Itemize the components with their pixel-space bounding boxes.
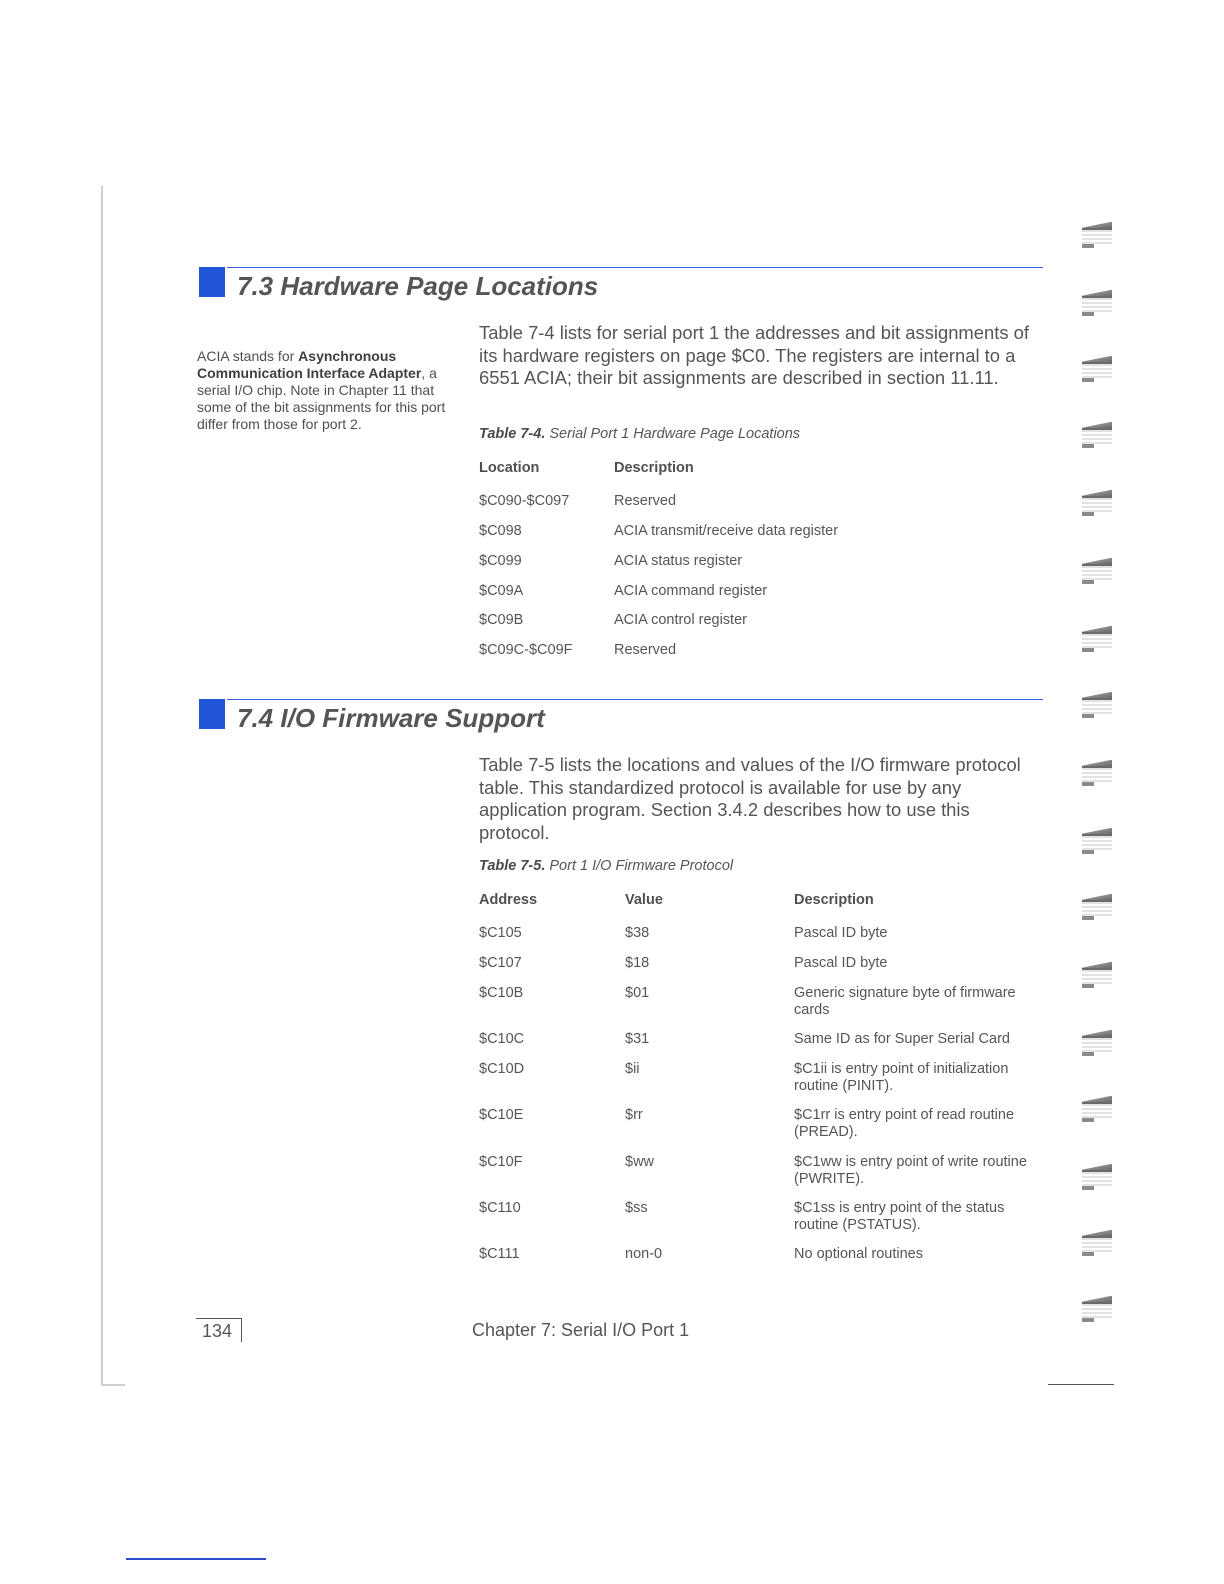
section-marker-block — [199, 699, 225, 729]
table-cell-description: $C1ww is entry point of write routine (PWRITE). — [794, 1154, 1027, 1187]
table-cell-description: ACIA transmit/receive data register — [614, 523, 839, 539]
index-tab — [1078, 760, 1114, 790]
table-cell-location: $C099 — [479, 553, 522, 569]
index-tab — [1078, 356, 1114, 386]
table-cell-value: $01 — [625, 985, 650, 1001]
section-heading-7-4 — [197, 699, 1043, 739]
scan-artifact-rule — [126, 1558, 266, 1560]
binding-edge-foot — [101, 1384, 125, 1386]
table-cell-address: $C110 — [479, 1200, 521, 1216]
table-cell-description: Pascal ID byte — [794, 925, 888, 941]
margin-note-suffix: , a serial I/O chip. Note in Chapter 11 that some of the bit assignments for this port differ from those for port 2. — [197, 365, 446, 432]
index-tab — [1078, 1230, 1114, 1260]
table-cell-value: non-0 — [625, 1246, 663, 1262]
margin-note — [197, 348, 457, 433]
table-cell-description: No optional routines — [794, 1246, 923, 1262]
table-cell-value: $rr — [625, 1107, 643, 1123]
body-paragraph-7-4: Table 7-5 lists the locations and values of the I/O firmware protocol table. This standardized protocol is available for use by any application program. Section 3.4.2 describes how to use this protocol. — [479, 754, 1021, 843]
table-caption-7-4 — [479, 426, 800, 442]
section-marker-block — [199, 267, 225, 297]
table-cell-location: $C090-$C097 — [479, 493, 570, 509]
margin-note-term: Asynchronous Communication Interface Adapter — [197, 348, 422, 381]
table-cell-value: $18 — [625, 955, 650, 971]
table-cell-description: Same ID as for Super Serial Card — [794, 1031, 1010, 1047]
table-cell-address: $C10C — [479, 1031, 525, 1047]
column-header-description: Description — [794, 892, 874, 908]
index-tab — [1078, 1296, 1114, 1326]
index-tab-strip — [1078, 222, 1118, 1342]
section-heading-7-3 — [197, 267, 1043, 307]
table-cell-description: $C1ii is entry point of initialization routine (PINIT). — [794, 1061, 1009, 1094]
index-tab — [1078, 290, 1114, 320]
table-cell-description: ACIA status register — [614, 553, 743, 569]
index-tab — [1078, 422, 1114, 452]
binding-edge — [101, 186, 103, 1386]
index-tab — [1078, 1096, 1114, 1126]
column-header-description: Description — [614, 460, 694, 476]
column-header-location: Location — [479, 460, 540, 476]
table-cell-value: $31 — [625, 1031, 650, 1047]
table-cell-address: $C10B — [479, 985, 524, 1001]
table-cell-location: $C09C-$C09F — [479, 642, 573, 658]
table-cell-description: Pascal ID byte — [794, 955, 888, 971]
section-title: 7.3 Hardware Page Locations — [237, 271, 599, 301]
table-cell-address: $C111 — [479, 1246, 520, 1262]
table-cell-address: $C105 — [479, 925, 522, 941]
index-tab — [1078, 962, 1114, 992]
page-bottom-rule — [1048, 1384, 1114, 1385]
table-cell-address: $C10E — [479, 1107, 524, 1123]
table-cell-location: $C098 — [479, 523, 522, 539]
table-cell-description: Reserved — [614, 493, 677, 509]
table-cell-description: Reserved — [614, 642, 677, 658]
table-cell-description: ACIA control register — [614, 612, 747, 628]
caption-text: Serial Port 1 Hardware Page Locations — [549, 426, 801, 442]
table-cell-description: $C1ss is entry point of the status routine (PSTATUS). — [794, 1200, 1005, 1233]
caption-label: Table 7-4. — [479, 426, 546, 442]
section-title: 7.4 I/O Firmware Support — [237, 703, 545, 733]
caption-text: Port 1 I/O Firmware Protocol — [549, 858, 734, 874]
table-cell-description: $C1rr is entry point of read routine (PREAD). — [794, 1107, 1015, 1140]
table-caption-7-5 — [479, 858, 733, 874]
column-header-address: Address — [479, 892, 538, 908]
table-cell-description: Generic signature byte of firmware cards — [794, 985, 1016, 1018]
index-tab — [1078, 1030, 1114, 1060]
table-cell-value: $ss — [625, 1200, 648, 1216]
table-cell-location: $C09B — [479, 612, 524, 628]
table-cell-address: $C10F — [479, 1154, 523, 1170]
index-tab — [1078, 828, 1114, 858]
column-header-value: Value — [625, 892, 663, 908]
table-cell-address: $C10D — [479, 1061, 525, 1077]
index-tab — [1078, 558, 1114, 588]
page-number: 134 — [196, 1318, 242, 1342]
body-paragraph-7-3: Table 7-4 lists for serial port 1 the addresses and bit assignments of its hardware registers on page $C0. The registers are internal to a 6551 ACIA; their bit assignments are described in section 11.11. — [479, 322, 1029, 388]
section-rule — [227, 267, 1043, 268]
index-tab — [1078, 692, 1114, 722]
table-cell-location: $C09A — [479, 583, 524, 599]
caption-label: Table 7-5. — [479, 858, 546, 874]
section-rule — [227, 699, 1043, 700]
index-tab — [1078, 1164, 1114, 1194]
table-cell-value: $38 — [625, 925, 650, 941]
index-tab — [1078, 894, 1114, 924]
running-footer: Chapter 7: Serial I/O Port 1 — [472, 1320, 690, 1340]
table-cell-value: $ii — [625, 1061, 640, 1077]
table-cell-value: $ww — [625, 1154, 655, 1170]
table-cell-address: $C107 — [479, 955, 522, 971]
index-tab — [1078, 626, 1114, 656]
index-tab — [1078, 222, 1114, 252]
index-tab — [1078, 490, 1114, 520]
table-cell-description: ACIA command register — [614, 583, 768, 599]
margin-note-prefix: ACIA stands for — [197, 348, 299, 364]
